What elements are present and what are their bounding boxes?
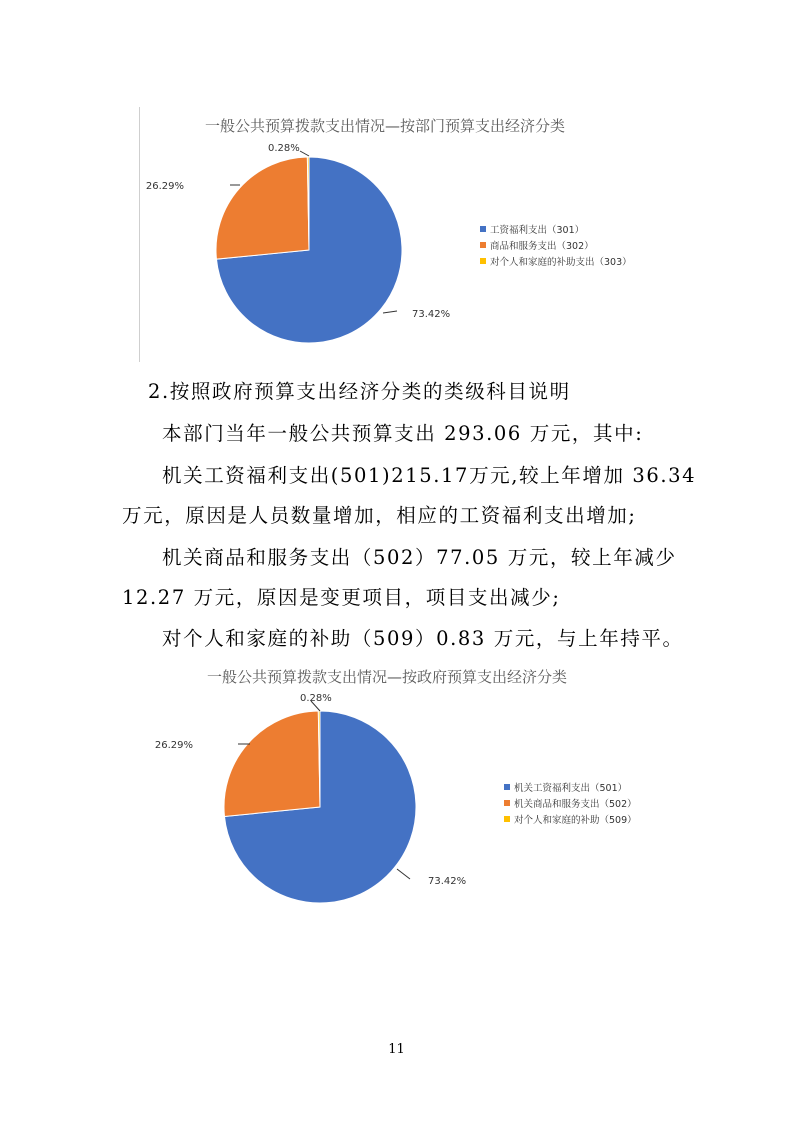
data-label: 0.28% <box>300 693 332 704</box>
legend-swatch <box>504 784 510 790</box>
section-heading: 2.按照政府预算支出经济分类的类级科目说明 <box>148 380 571 403</box>
data-label: 26.29% <box>154 740 193 751</box>
paragraph-502-line1: 机关商品和服务支出（502）77.05 万元，较上年减少 <box>162 546 677 569</box>
legend-label: 商品和服务支出（302） <box>490 241 594 252</box>
chart-title: 一般公共预算拨款支出情况—按政府预算支出经济分类 <box>207 668 568 686</box>
data-label: 73.42% <box>412 309 451 320</box>
data-label: 0.28% <box>268 143 300 154</box>
legend-swatch <box>504 800 510 806</box>
chart-legend <box>504 779 637 827</box>
legend-swatch <box>504 816 510 822</box>
paragraph-501-line2: 万元，原因是人员数量增加，相应的工资福利支出增加; <box>122 504 637 527</box>
legend-label: 工资福利支出（301） <box>490 225 585 236</box>
legend-label: 对个人和家庭的补助（509） <box>514 815 637 826</box>
paragraph-509: 对个人和家庭的补助（509）0.83 万元，与上年持平。 <box>162 627 684 650</box>
paragraph-501-line1: 机关工资福利支出(501)215.17万元,较上年增加 36.34 <box>162 464 697 487</box>
chart-title: 一般公共预算拨款支出情况—按部门预算支出经济分类 <box>205 117 566 135</box>
data-label: 73.42% <box>428 876 467 887</box>
leader-line <box>397 869 410 879</box>
legend-item <box>504 795 637 811</box>
legend-item <box>504 811 637 827</box>
paragraph-total: 本部门当年一般公共预算支出 293.06 万元，其中: <box>162 422 644 445</box>
paragraph-502-line2: 12.27 万元，原因是变更项目，项目支出减少; <box>122 586 561 609</box>
legend-label: 机关商品和服务支出（502） <box>514 799 637 810</box>
legend-label: 对个人和家庭的补助支出（303） <box>490 257 632 268</box>
pie-slice <box>224 711 320 816</box>
legend-item <box>504 779 637 795</box>
page-number: 11 <box>388 1042 405 1057</box>
legend-label: 机关工资福利支出（501） <box>514 783 628 794</box>
data-label: 26.29% <box>145 181 184 192</box>
